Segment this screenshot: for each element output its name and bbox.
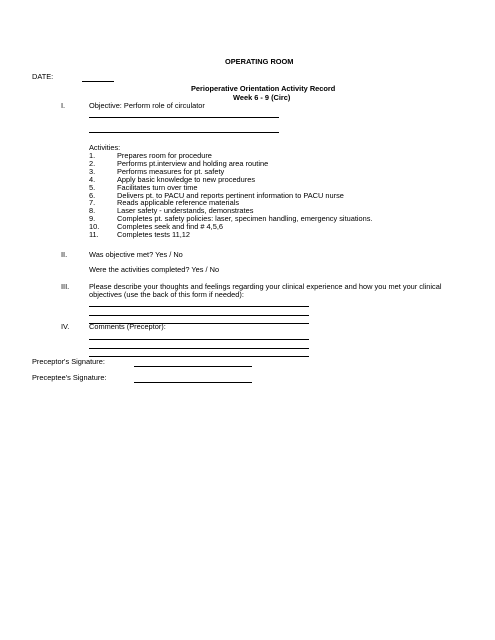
date-label: DATE: bbox=[32, 72, 54, 81]
objective-met-question: Was objective met? Yes / No bbox=[89, 250, 183, 259]
activity-text: Completes seek and find # 4,5,6 bbox=[117, 222, 223, 232]
section-numeral-4: IV. bbox=[61, 322, 70, 331]
objective-line-1[interactable] bbox=[89, 117, 279, 118]
preceptor-signature-line[interactable] bbox=[134, 366, 252, 367]
objective-text: Objective: Perform role of circulator bbox=[89, 101, 205, 110]
describe-prompt-line-2: objectives (use the back of this form if needed): bbox=[89, 290, 244, 299]
objective-line-2[interactable] bbox=[89, 132, 279, 133]
activities-completed-question: Were the activities completed? Yes / No bbox=[89, 265, 220, 274]
section-numeral-1: I. bbox=[61, 101, 66, 110]
week-label: Week 6 - 9 (Circ) bbox=[233, 93, 291, 102]
describe-prompt-line-1: Please describe your thoughts and feelings regarding your clinical experience and how you met your clinical bbox=[89, 282, 442, 291]
comments-line-3[interactable] bbox=[89, 356, 309, 357]
activity-text: Delivers pt. to PACU and reports pertinent information to PACU nurse bbox=[117, 190, 344, 200]
comments-line-1[interactable] bbox=[89, 339, 309, 340]
page-title: OPERATING ROOM bbox=[225, 57, 294, 66]
activity-number: 10. bbox=[89, 222, 100, 232]
date-field-line[interactable] bbox=[82, 81, 114, 82]
activity-number: 7. bbox=[89, 198, 96, 208]
preceptee-signature-label: Preceptee's Signature: bbox=[32, 373, 107, 382]
activity-text: Facilitates turn over time bbox=[117, 182, 198, 192]
activity-number: 9. bbox=[89, 214, 96, 224]
activity-number: 4. bbox=[89, 174, 96, 184]
activities-label: Activities: bbox=[89, 143, 121, 152]
record-title: Perioperative Orientation Activity Record bbox=[191, 84, 336, 93]
activity-text: Performs measures for pt. safety bbox=[117, 166, 225, 176]
activity-text: Completes pt. safety policies: laser, specimen handling, emergency situations. bbox=[117, 214, 373, 224]
section-numeral-2: II. bbox=[61, 250, 68, 259]
activity-number: 2. bbox=[89, 158, 96, 168]
activity-text: Prepares room for procedure bbox=[117, 151, 212, 160]
activity-text: Laser safety - understands, demonstrates bbox=[117, 206, 254, 216]
describe-line-1[interactable] bbox=[89, 306, 309, 307]
activity-number: 3. bbox=[89, 166, 96, 176]
activity-text: Completes tests 11,12 bbox=[117, 230, 190, 239]
activity-number: 5. bbox=[89, 182, 96, 192]
comments-line-2[interactable] bbox=[89, 348, 309, 349]
activity-number: 6. bbox=[89, 190, 96, 200]
activity-text: Reads applicable reference materials bbox=[117, 198, 240, 208]
activity-number: 1. bbox=[89, 151, 96, 160]
section-numeral-3: III. bbox=[61, 282, 70, 291]
activity-text: Performs pt.interview and holding area routine bbox=[117, 158, 269, 168]
activity-number: 11. bbox=[89, 230, 99, 239]
comments-label: Comments (Preceptor): bbox=[89, 322, 166, 331]
activity-text: Apply basic knowledge to new procedures bbox=[117, 174, 256, 184]
preceptee-signature-line[interactable] bbox=[134, 382, 252, 383]
describe-line-2[interactable] bbox=[89, 315, 309, 316]
preceptor-signature-label: Preceptor's Signature: bbox=[32, 357, 105, 366]
activity-number: 8. bbox=[89, 206, 96, 216]
